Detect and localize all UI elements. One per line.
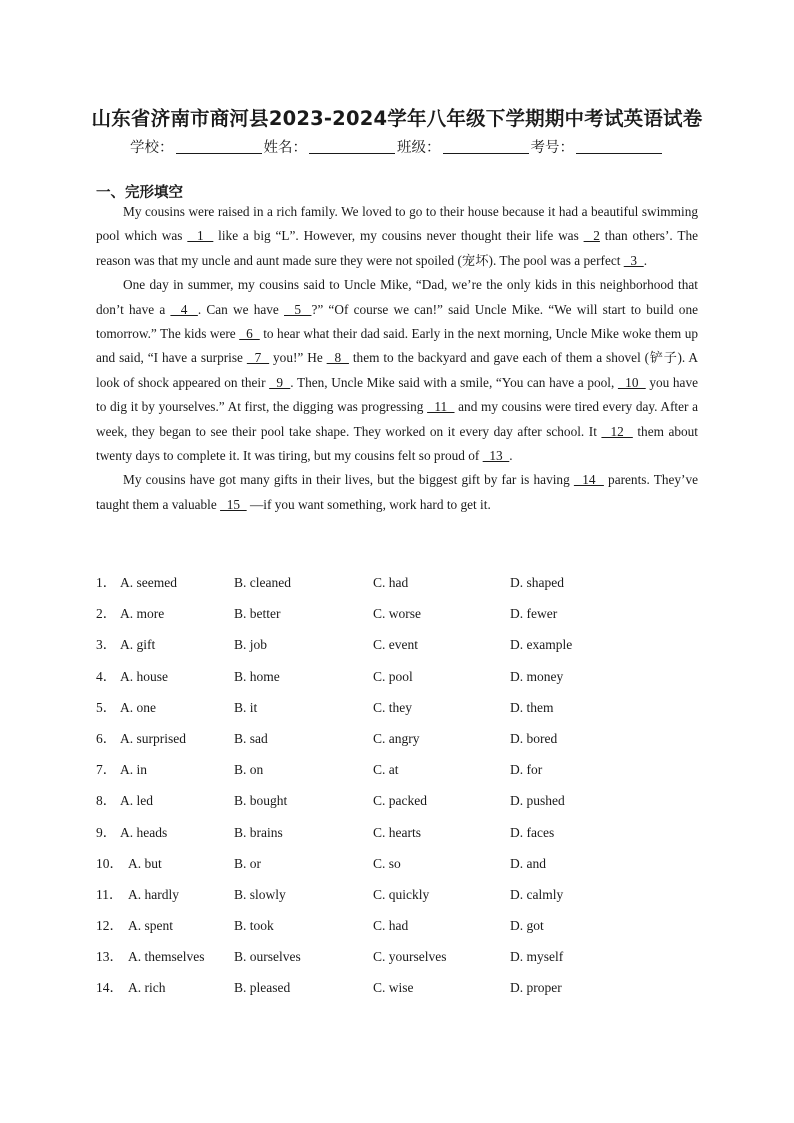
option-b: B. it — [234, 699, 258, 715]
question-row-2 — [96, 603, 716, 634]
passage-text: them to the backyard and gave each of them a shovel (铲子). A look of shock appeared on their — [96, 350, 698, 390]
student-info-line — [0, 136, 794, 157]
option-c: C. had — [373, 575, 409, 590]
blank-2: 2 — [583, 228, 600, 244]
passage-text: . Can we have — [197, 301, 284, 317]
option-c: C. at — [373, 762, 399, 778]
passage-text: . — [509, 448, 513, 464]
option-a: A. more — [120, 606, 165, 622]
option-a: A. but — [128, 855, 162, 871]
passage-text: and my cousins were tired every day. After a week, they began to see their pool take shape. They worked on it every day after school. It — [96, 399, 698, 439]
passage-text: like a big “L”. However, my cousins never thought their life was — [213, 228, 584, 244]
option-d: D. myself — [510, 949, 564, 965]
passage-paragraph-2 — [96, 273, 698, 468]
question-number: 1． — [96, 575, 117, 590]
blank-10: 10 — [617, 374, 646, 390]
option-c: C. wise — [373, 980, 414, 996]
passage-text: them about twenty days to complete it. It was tiring, but my cousins felt so proud of — [96, 423, 699, 464]
option-c: C. event — [373, 637, 418, 653]
option-b: B. slowly — [234, 886, 286, 902]
option-c: C. packed — [373, 793, 427, 809]
question-number: 4． — [96, 668, 117, 684]
option-d: D. shaped — [510, 575, 564, 590]
option-b: B. cleaned — [234, 575, 291, 590]
option-d: D. money — [510, 668, 564, 684]
question-row-14 — [96, 977, 716, 1008]
passage-text: you!” He — [269, 350, 327, 366]
question-row-11 — [96, 884, 716, 915]
blank-12: 12 — [601, 423, 633, 439]
option-a: A. gift — [120, 637, 156, 653]
passage-text: ?” “Of course we can!” said Uncle Mike. “We will start to build one tomorrow.” The kids were — [96, 301, 698, 342]
option-a: A. rich — [128, 980, 166, 996]
option-a: A. hardly — [128, 886, 179, 902]
question-row-10 — [96, 853, 716, 884]
question-number: 7． — [96, 762, 117, 778]
question-number: 5． — [96, 699, 117, 715]
blank-13: 13 — [482, 448, 510, 464]
option-a: A. in — [120, 762, 147, 778]
option-a: A. spent — [128, 918, 173, 934]
passage-text: My cousins have got many gifts in their lives, but the biggest gift by far is having — [123, 472, 574, 488]
cloze-passage — [96, 200, 698, 517]
option-d: D. and — [510, 855, 546, 871]
question-row-3 — [96, 634, 716, 665]
option-b: B. took — [234, 918, 274, 934]
option-b: B. brains — [234, 824, 283, 840]
exam-title: 山东省济南市商河县2023-2024学年八年级下学期期中考试英语试卷 — [91, 107, 703, 130]
blank-4: 4 — [170, 301, 198, 317]
blank-9: 9 — [269, 374, 291, 390]
option-d: D. bored — [510, 730, 558, 746]
option-d: D. for — [510, 762, 543, 778]
option-d: D. calmly — [510, 886, 564, 902]
option-a: A. house — [120, 668, 168, 684]
option-c: C. pool — [373, 668, 413, 684]
option-d: D. proper — [510, 980, 562, 996]
passage-paragraph-1 — [96, 200, 698, 273]
option-c: C. worse — [373, 606, 421, 622]
passage-text: . Then, Uncle Mike said with a smile, “You can have a pool, — [290, 374, 618, 390]
option-b: B. pleased — [234, 980, 291, 996]
question-options — [96, 572, 716, 1009]
option-c: C. yourselves — [373, 949, 447, 965]
option-c: C. they — [373, 699, 412, 715]
blank-5: 5 — [284, 301, 312, 317]
passage-text: My cousins were raised in a rich family. We loved to go to their house because it had a beautiful swimming pool which was — [96, 204, 698, 244]
name-blank — [309, 138, 395, 154]
option-b: B. ourselves — [234, 949, 301, 965]
class-blank — [443, 138, 529, 154]
option-c: C. angry — [373, 730, 420, 746]
blank-11: 11 — [427, 399, 455, 415]
passage-text: than others’. The reason was that my uncle and aunt made sure they were not spoiled (宠坏). The pool was a perfect — [96, 228, 698, 268]
school-blank — [176, 138, 262, 154]
option-a: A. led — [120, 793, 153, 809]
question-row-12 — [96, 915, 716, 946]
question-row-7 — [96, 759, 716, 790]
passage-text: you have to dig it by yourselves.” At first, the digging was progressing — [96, 374, 699, 415]
passage-paragraph-3 — [96, 468, 698, 517]
question-number: 10． — [96, 855, 123, 871]
option-d: D. faces — [510, 824, 555, 840]
question-row-13 — [96, 946, 716, 977]
option-b: B. bought — [234, 793, 288, 809]
blank-3: 3 — [623, 252, 644, 268]
option-d: D. pushed — [510, 793, 565, 809]
question-row-1 — [96, 572, 716, 603]
passage-text: parents. They’ve taught them a valuable — [96, 472, 698, 512]
blank-7: 7 — [246, 350, 270, 366]
question-row-4 — [96, 666, 716, 697]
option-a: A. one — [120, 699, 156, 715]
option-c: C. so — [373, 855, 401, 871]
question-number: 8． — [96, 793, 117, 809]
option-d: D. fewer — [510, 606, 558, 622]
question-number: 2． — [96, 606, 117, 622]
blank-8: 8 — [326, 350, 349, 366]
section-title: 一、完形填空 — [96, 185, 183, 201]
option-b: B. better — [234, 606, 281, 622]
blank-15: 15 — [220, 496, 247, 512]
option-d: D. them — [510, 699, 554, 715]
passage-text: to hear what their dad said. Early in the next morning, Uncle Mike woke them up and said, “I have a surprise — [96, 326, 698, 366]
option-a: A. themselves — [128, 949, 205, 965]
question-number: 12． — [96, 918, 123, 934]
question-row-6 — [96, 728, 716, 759]
school-label: 学校： — [130, 140, 174, 156]
option-c: C. had — [373, 918, 409, 934]
option-b: B. or — [234, 855, 261, 871]
question-number: 11． — [96, 886, 123, 902]
question-row-9 — [96, 822, 716, 853]
number-blank — [576, 138, 662, 154]
question-number: 3． — [96, 637, 117, 653]
question-row-8 — [96, 790, 716, 821]
name-label: 姓名： — [263, 140, 307, 156]
question-number: 13． — [96, 949, 123, 965]
option-c: C. quickly — [373, 886, 430, 902]
option-d: D. got — [510, 918, 544, 934]
option-b: B. job — [234, 637, 268, 653]
option-b: B. on — [234, 762, 264, 778]
option-c: C. hearts — [373, 824, 421, 840]
option-a: A. seemed — [120, 575, 177, 590]
option-b: B. sad — [234, 730, 268, 746]
passage-text: —if you want something, work hard to get it. — [246, 496, 491, 512]
question-number: 6． — [96, 730, 117, 746]
option-d: D. example — [510, 637, 573, 653]
question-number: 14． — [96, 980, 123, 996]
passage-text: . — [643, 252, 648, 268]
option-a: A. heads — [120, 824, 168, 840]
number-label: 考号： — [530, 140, 574, 156]
blank-14: 14 — [573, 472, 604, 488]
question-row-5 — [96, 697, 716, 728]
option-b: B. home — [234, 668, 280, 684]
blank-6: 6 — [239, 326, 260, 342]
passage-text: One day in summer, my cousins said to Uncle Mike, “Dad, we’re the only kids in this neighborhood that don’t have a — [96, 277, 698, 317]
blank-1: 1 — [187, 228, 214, 244]
class-label: 班级： — [397, 140, 441, 156]
question-number: 9． — [96, 824, 117, 840]
option-a: A. surprised — [120, 730, 186, 746]
